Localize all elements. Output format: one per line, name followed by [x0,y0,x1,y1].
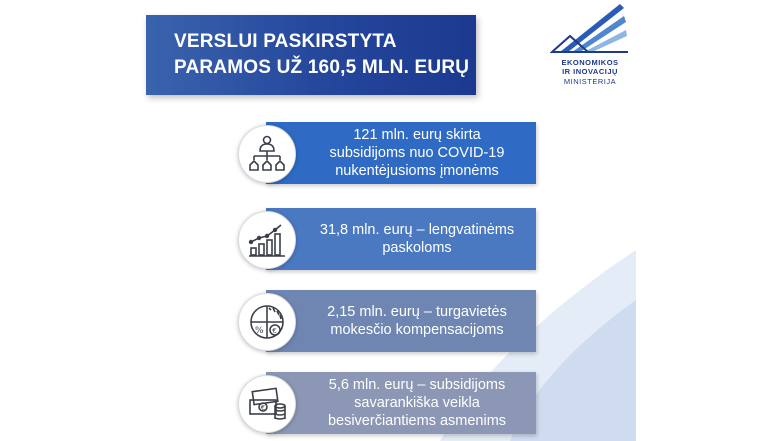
pie-percent-euro-icon [247,302,287,342]
support-item-line: 2,15 mln. eurų – turgavietės [327,304,507,320]
support-item-text [304,372,530,434]
svg-text:€: € [272,327,277,335]
title-line-2: PARAMOS UŽ 160,5 MLN. EURŲ [174,57,470,78]
support-item-line: savarankiška veikla [354,395,480,411]
support-item-text [304,122,530,184]
support-item-icon-circle [238,375,296,433]
support-item-text [304,208,530,270]
title-banner [146,15,476,95]
support-item-bar [266,290,536,352]
support-item-line: paskoloms [382,240,452,256]
infographic [140,0,636,441]
support-item-line: mokesčio kompensacijoms [330,322,504,338]
support-item-line: 121 mln. eurų skirta [353,127,481,143]
support-item-line: 5,6 mln. eurų – subsidijoms [328,377,506,393]
support-item-line: besiverčiantiems asmenims [327,413,507,429]
title-line-1: VERSLUI PASKIRSTYTA [174,31,397,52]
support-item-text [304,290,530,352]
support-item-icon-circle [238,211,296,269]
money-coins-icon [247,384,287,424]
logo-line-1: EKONOMIKOS [561,58,619,67]
growth-chart-icon [247,220,287,260]
support-item-bar [266,372,536,434]
support-item-bar [266,208,536,270]
logo-line-3: MINISTERIJA [563,77,617,86]
support-item-line: nukentėjusioms įmonėms [335,163,499,179]
support-item-bar [266,122,536,184]
support-item-icon-circle [238,293,296,351]
company-hierarchy-icon [247,134,287,174]
logo-line-2: IR INOVACIJŲ [562,67,618,76]
ministry-logo [550,2,630,86]
svg-text:%: % [255,326,264,336]
support-item-line: 31,8 mln. eurų – lengvatinėms [319,222,515,238]
support-item-icon-circle [238,125,296,183]
support-item-line: subsidijoms nuo COVID-19 [329,145,505,161]
svg-text:€: € [260,404,266,412]
ministry-logo-icon [550,2,630,56]
